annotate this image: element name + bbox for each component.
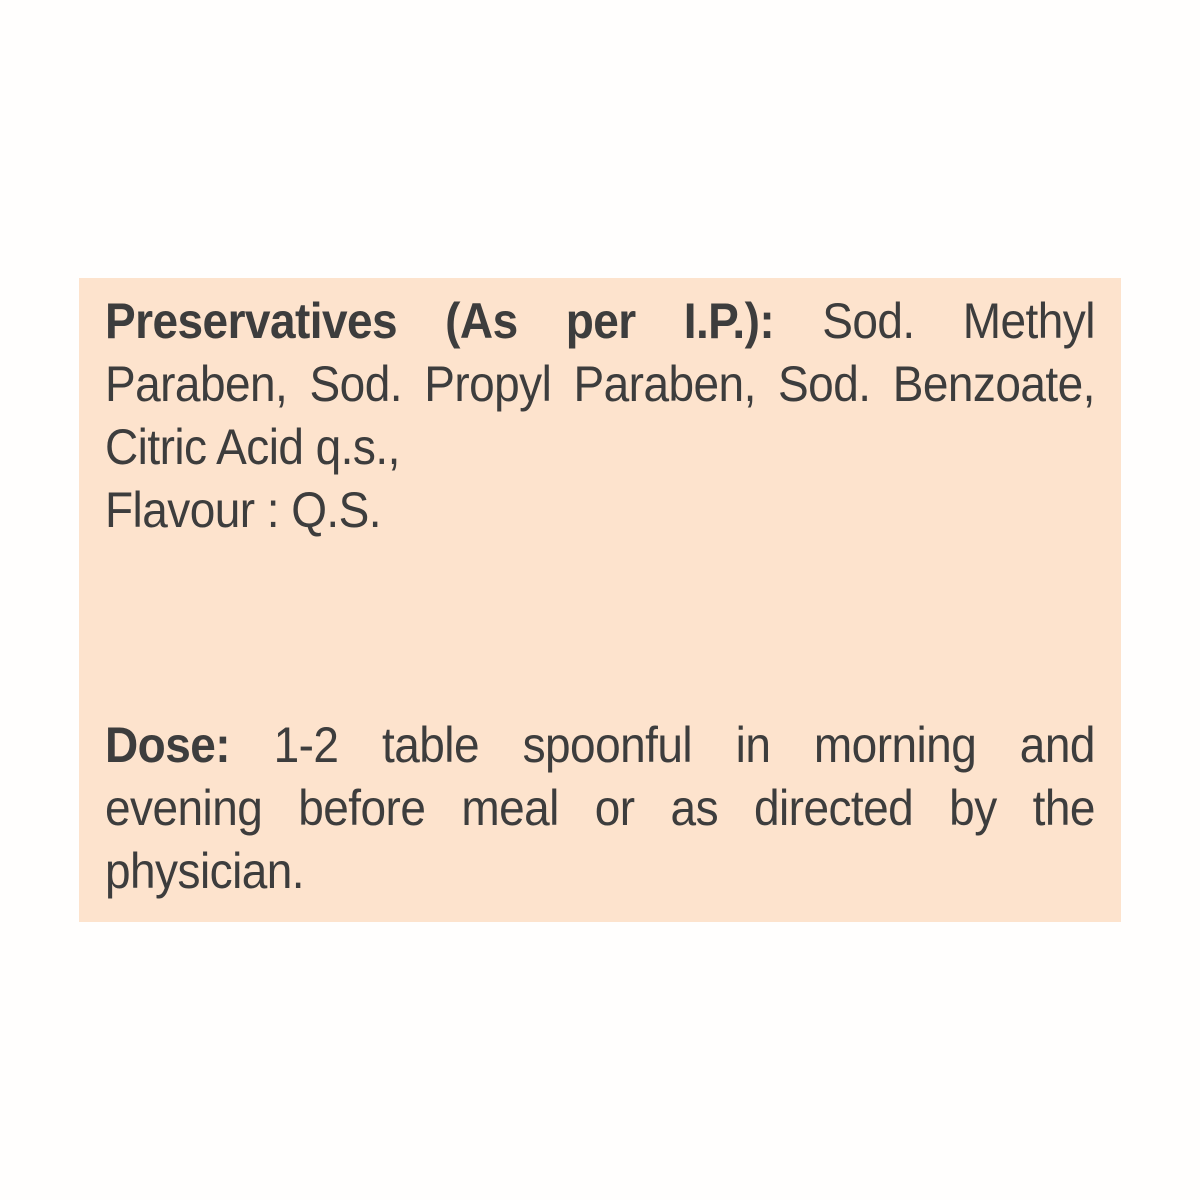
preservatives-line-2: Paraben, Sod. Propyl Paraben, Sod. Benzoate,	[105, 356, 1095, 412]
preservatives-line-1-text: Sod. Methyl	[822, 293, 1095, 349]
dose-section	[105, 714, 1095, 903]
dose-heading: Dose:	[105, 717, 231, 773]
preservatives-section	[105, 290, 1095, 542]
label-panel	[79, 278, 1121, 922]
dose-line-1-text: 1-2 table spoonful in morning and	[273, 717, 1095, 773]
flavour-line: Flavour : Q.S.	[105, 482, 382, 538]
dose-line-2: evening before meal or as directed by the	[105, 780, 1095, 836]
preservatives-line-1	[105, 290, 1095, 353]
preservatives-line-3: Citric Acid q.s.,	[105, 419, 400, 475]
dose-line-3: physician.	[105, 843, 305, 899]
preservatives-heading: Preservatives (As per I.P.):	[105, 293, 775, 349]
dose-line-1	[105, 714, 1095, 777]
